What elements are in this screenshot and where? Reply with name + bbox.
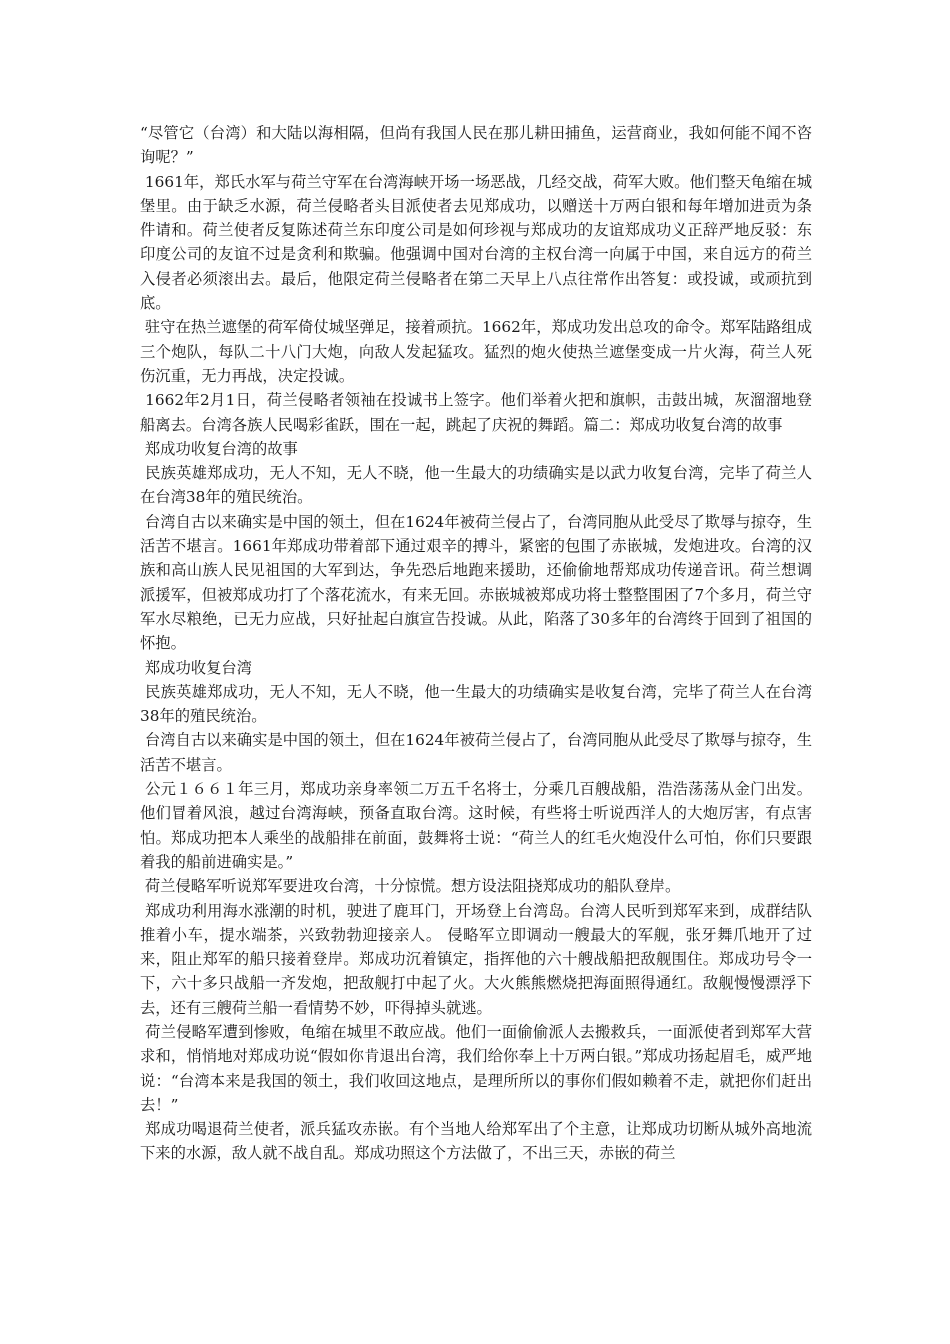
section-heading-2: 郑成功收复台湾 [140,658,252,677]
paragraph-7: 民族英雄郑成功，无人不知，无人不晓，他一生最大的功绩确实是收复台湾，完毕了荷兰人在台湾38年的殖民统治。 [140,682,812,726]
paragraph-12: 荷兰侵略军遭到惨败，龟缩在城里不敢应战。他们一面偷偷派人去搬救兵，一面派使者到郑军大营求和，悄悄地对郑成功说“假如你肯退出台湾，我们给你奉上十万两白银。”郑成功扬起眉毛，威严地说：“台湾本来是我国的领土，我们收回这地点，是理所所以的事你们假如赖着不走，就把你们赶出去！” [140,1022,812,1114]
paragraph-5: 民族英雄郑成功，无人不知，无人不晓，他一生最大的功绩确实是以武力收复台湾，完毕了荷兰人在台湾38年的殖民统治。 [140,464,812,507]
paragraph-9: 公元１６６１年三月，郑成功亲身率领二万五千名将士，分乘几百艘战船，浩浩荡荡从金门出发。他们冒着风浪，越过台湾海峡，预备直取台湾。这时候，有些将士听说西洋人的大炮厉害，有点害怕。郑成功把本人乘坐的战船排在前面，鼓舞将士说：“荷兰人的红毛火炮没什么可怕，你们只要跟着我的船前进确实是。” [140,780,812,871]
paragraph-13: 郑成功喝退荷兰使者，派兵猛攻赤嵌。有个当地人给郑军出了个主意，让郑成功切断从城外高地流下来的水源，敌人就不战自乱。郑成功照这个方法做了，不出三天，赤嵌的荷兰 [140,1120,812,1163]
paragraph-11: 郑成功利用海水涨潮的时机，驶进了鹿耳门，开场登上台湾岛。台湾人民听到郑军来到，成群结队推着小车，提水端茶，兴致勃勃迎接亲人。 侵略军立即调动一艘最大的军舰，张牙舞爪地开了过来，阻止郑军的船只接着登岸。郑成功沉着镇定，指挥他的六十艘战船把敌舰围住。郑成功号令一下，六十多只战船一齐发炮，把敌舰打中起了火。大火熊熊燃烧把海面照得通红。敌舰慢慢漂浮下去，还有三艘荷兰船一看情势不妙，吓得掉头就逃。 [140,901,812,1017]
document-body [140,121,812,1166]
paragraph-3: 驻守在热兰遮堡的荷军倚仗城坚弹足，接着顽抗。1662年，郑成功发出总攻的命令。郑军陆路组成三个炮队，每队二十八门大炮，向敌人发起猛攻。猛烈的炮火使热兰遮堡变成一片火海，荷兰人死伤沉重，无力再战，决定投诚。 [140,318,812,385]
paragraph-4: 1662年2月1日，荷兰侵略者领袖在投诚书上签字。他们举着火把和旗帜，击鼓出城，灰溜溜地登船离去。台湾各族人民喝彩雀跃，围在一起，跳起了庆祝的舞蹈。篇二：郑成功收复台湾的故事 [140,391,812,434]
paragraph-2: 1661年，郑氏水军与荷兰守军在台湾海峡开场一场恶战，几经交战，荷军大败。他们整天龟缩在城堡里。由于缺乏水源，荷兰侵略者头目派使者去见郑成功，以赠送十万两白银和每年增加进贡为条件请和。荷兰使者反复陈述荷兰东印度公司是如何珍视与郑成功的友谊郑成功义正辞严地反驳：东印度公司的友谊不过是贪利和欺骗。他强调中国对台湾的主权台湾一向属于中国，来自远方的荷兰入侵者必须滚出去。最后，他限定荷兰侵略者在第二天早上八点往常作出答复：或投诚，或顽抗到底。 [140,172,812,313]
section-heading: 郑成功收复台湾的故事 [140,439,298,458]
paragraph-1: “尽管它（台湾）和大陆以海相隔，但尚有我国人民在那儿耕田捕鱼，运营商业，我如何能不闻不咨询呢？” [140,124,812,167]
paragraph-8: 台湾自古以来确实是中国的领土，但在1624年被荷兰侵占了，台湾同胞从此受尽了欺辱与掠夺，生活苦不堪言。 [140,731,812,774]
paragraph-10: 荷兰侵略军听说郑军要进攻台湾，十分惊慌。想方设法阻挠郑成功的船队登岸。 [140,877,681,896]
paragraph-6: 台湾自古以来确实是中国的领土，但在1624年被荷兰侵占了，台湾同胞从此受尽了欺辱与掠夺，生活苦不堪言。1661年郑成功带着部下通过艰辛的搏斗，紧密的包围了赤嵌城，发炮进攻。台湾的汉族和高山族人民见祖国的大军到达，争先恐后地跑来援助，还偷偷地帮郑成功传递音讯。荷兰想调派援军，但被郑成功打了个落花流水，有来无回。赤嵌城被郑成功将士整整围困了7个多月，荷兰守军水尽粮绝，已无力应战，只好扯起白旗宣告投诚。从此，陷落了30多年的台湾终于回到了祖国的怀抱。 [140,512,812,653]
